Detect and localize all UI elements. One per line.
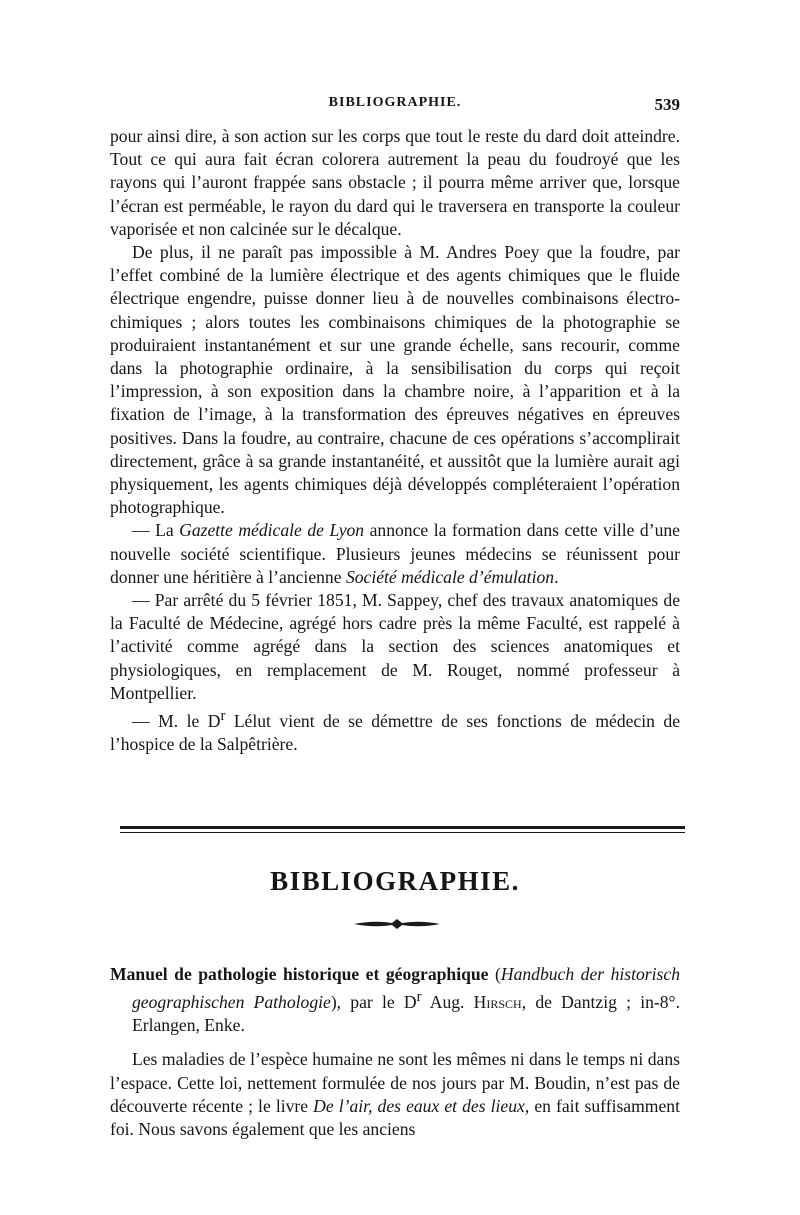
page-number: 539: [654, 95, 680, 114]
review-heading: [110, 963, 680, 1037]
ornament-divider: [352, 918, 442, 930]
book-title: Manuel de pathologie historique et géographique: [110, 964, 489, 984]
text-run: , en fait suffisamment foi. Nous savons également que les anciens: [110, 1095, 680, 1140]
text-run: ), par le D: [330, 992, 417, 1013]
running-head-title: BIBLIOGRAPHIE.: [328, 95, 462, 110]
text-run: — La: [132, 520, 180, 541]
spacer: [110, 1037, 680, 1048]
divider-thin-rule: [120, 832, 685, 833]
review-body: [110, 1048, 680, 1141]
author-surname: Hirsch: [473, 992, 522, 1013]
paragraph-continued: pour ainsi dire, à son action sur les corps que tout le reste du dard doit atteindre. Tout ce qui aura fait écran colorera autrement la peau du foudroyé que les rayons qui l’auront frappée sans obstacle ; il pourra même arriver que, lorsque l’écran est perméable, le rayon du dard qui le traversera en transporte la couleur vaporisée et non calcinée sur le décalque.: [110, 126, 680, 239]
superscript: r: [220, 708, 226, 725]
text-run: — M. le D: [132, 710, 221, 731]
paragraph-lelut: [110, 705, 680, 756]
superscript: r: [416, 989, 422, 1006]
paragraph-sappey: — Par arrêté du 5 février 1851, M. Sappey, chef des travaux anatomiques de la Faculté de Médecine, agrégé hors cadre près la même Faculté, est rappelé à l’activité comme agrégé dans la section des sciences anatomiques et physiologiques, en remplacement de M. Rouget, nommé professeur à Montpellier.: [110, 590, 680, 703]
paragraph-poey: De plus, il ne paraît pas impossible à M. Andres Poey que la foudre, par l’effet combiné de la lumière électrique et des agents chimiques que le fluide électrique engendre, puisse donner lieu à de nouvelles combinaisons électro-chimiques ; alors toutes les combinaisons chimiques de la photographie se produiraient instantanément et sur une grande échelle, sans recourir, comme dans la photographie ordinaire, à la sensibilisation du corps qui reçoit l’impression, à son exposition dans la chambre noire, à l’apparition et à la fixation de l’image, à la transformation des épreuves négatives en épreuves positives. Dans la foudre, au contraire, chacune de ces opérations s’accomplirait directement, grâce à sa grande instantanéité, et aussitôt que la lumière aurait agi physiquement, les agents chimiques déjà développés compléteraient l’opération photographique.: [110, 242, 680, 518]
text-run: Aug.: [421, 992, 474, 1013]
text-run: , de Dantzig ; in-8°. Erlangen, Enke.: [132, 992, 680, 1036]
divider-thick-rule: [120, 826, 685, 829]
text-run: Lélut vient de se démettre de ses fonctions de médecin de l’hospice de la Salpêtrière.: [110, 710, 681, 755]
running-head: [110, 95, 680, 119]
text-run: (: [488, 964, 501, 984]
text-run: Les maladies de l’espèce humaine ne sont les mêmes ni dans le temps ni dans l’espace. Cette loi, nettement formulée de nos jours par M. Boudin, n’est pas de découverte récente ; le livre: [110, 1049, 680, 1116]
text-run: .: [554, 566, 559, 587]
german-title: Handbuch der historisch geographischen Pathologie: [132, 964, 680, 1013]
journal-title: Gazette médicale de Lyon: [179, 520, 365, 541]
paragraph-gazette: [110, 519, 680, 589]
section-divider: [120, 826, 685, 833]
society-name: Société médicale d’émulation: [345, 566, 555, 587]
section-title: BIBLIOGRAPHIE.: [270, 866, 520, 896]
text-run: annonce la formation dans cette ville d’une nouvelle société scientifique. Plusieurs jeunes médecins se réunissent pour donner une héritière à l’ancienne: [110, 520, 680, 587]
top-text-column: [110, 125, 680, 756]
work-title: De l’air, des eaux et des lieux: [313, 1095, 525, 1116]
review-column: [110, 963, 680, 1141]
